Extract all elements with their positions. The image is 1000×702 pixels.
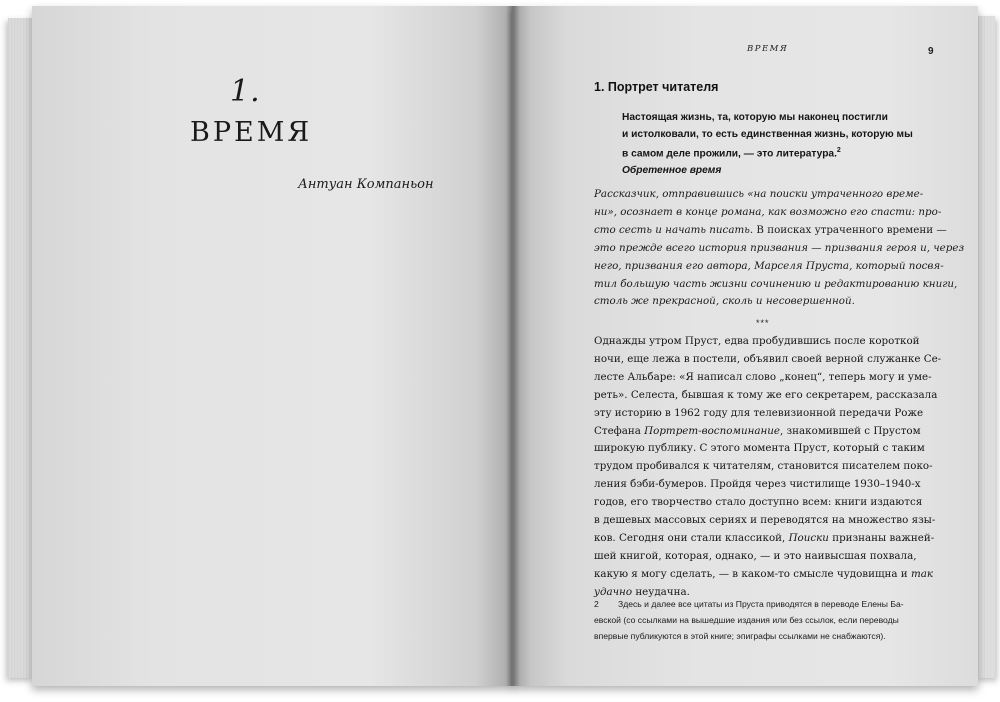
- body-line-part: признаны важней-: [832, 531, 935, 544]
- lead-book-title: В поисках утраченного времени —: [756, 223, 947, 236]
- body-line-part: неудачна.: [635, 585, 690, 598]
- epigraph: [622, 110, 942, 179]
- footnote-line: евской (со ссылками на вышедшие издания или без ссылок, если переводы: [594, 615, 899, 625]
- body-line: ночи, еще лежа в постели, объявил своей верной служанке Се-: [594, 352, 942, 365]
- left-page: [32, 6, 514, 686]
- body-line: [594, 566, 944, 584]
- epigraph-line: [622, 143, 942, 163]
- page-stack-right: [975, 16, 995, 678]
- body-line: лесте Альбаре: «Я написал слово „конец“, теперь могу и уме-: [594, 370, 932, 383]
- body-italic-title: Поиски: [788, 531, 829, 544]
- epigraph-line: и истолковали, то есть единственная жизнь, которую мы: [622, 128, 913, 140]
- body-line: Однажды утром Пруст, едва пробудившись после короткой: [594, 335, 920, 347]
- page-number: 9: [928, 46, 934, 57]
- body-italic-title: Портрет-воспоминание: [644, 424, 781, 437]
- footnote-text: Здесь и далее все цитаты из Пруста приводятся в переводе Елены Ба-: [618, 599, 904, 609]
- lead-line: это прежде всего история призвания — призвания героя и, через: [594, 241, 965, 254]
- body-line: шей книгой, которая, однако, — и это наивысшая похвала,: [594, 549, 917, 562]
- body-line: [594, 423, 944, 441]
- body-line: [594, 530, 944, 548]
- book-gutter: [506, 6, 520, 686]
- footnote-mark: 2: [836, 147, 841, 154]
- epigraph-line: Настоящая жизнь, та, которую мы наконец постигли: [622, 112, 888, 123]
- body-line: эту историю в 1962 году для телевизионной передачи Роже: [594, 406, 924, 419]
- page-stack-left: [8, 18, 34, 678]
- chapter-number: 1.: [230, 74, 261, 109]
- lead-line: Рассказчик, отправившись «на поиски утраченного време-: [594, 188, 924, 200]
- footnote-line: [594, 596, 944, 612]
- lead-paragraph: [594, 186, 965, 311]
- chapter-author: Антуан Компаньон: [298, 177, 434, 192]
- body-italic-word: так: [910, 567, 934, 580]
- lead-line: тил большую часть жизни сочинению и редактированию книги,: [594, 277, 958, 290]
- body-line: реть». Селеста, бывшая к тому же его секретарем, рассказала: [594, 388, 938, 401]
- lead-line: него, призвания его автора, Марселя Пруста, который посвя-: [594, 259, 944, 272]
- lead-line: ни», осознает в конце романа, как возможно его спасти: про-: [594, 205, 942, 218]
- body-line: трудом пробивался к читателям, становится писателем поко-: [594, 460, 933, 473]
- body-paragraph: [594, 333, 944, 602]
- section-separator: ***: [756, 318, 770, 328]
- lead-line: столь же прекрасной, сколь и несовершенной.: [594, 295, 855, 308]
- epigraph-line-text: в самом деле прожили, — это литература.: [622, 148, 837, 160]
- section-title: 1. Портрет читателя: [594, 80, 719, 94]
- body-line-part: ков. Сегодня они стали классикой,: [594, 531, 786, 544]
- epigraph-source: Обретенное время: [622, 164, 722, 176]
- footnote: [594, 596, 944, 644]
- body-line-part: Стефана: [594, 424, 641, 437]
- body-line-part: какую я могу сделать, — в каком-то смысле чудовищна и: [594, 567, 908, 580]
- body-line: годов, его творчество стало доступно всем: книги издаются: [594, 496, 923, 509]
- running-head: ВРЕМЯ: [747, 44, 789, 54]
- lead-line: [594, 222, 947, 240]
- body-line: в дешевых массовых сериях и переводятся на множество язы-: [594, 514, 936, 527]
- footnote-line: впервые публикуются в этой книге; эпиграфы ссылками не снабжаются).: [594, 631, 886, 641]
- body-line-part: , знакомившей с Прустом: [780, 424, 921, 437]
- footnote-number: 2: [594, 599, 599, 609]
- body-italic-word: удачно: [594, 585, 633, 598]
- body-line: ления бэби-бумеров. Пройдя через чистилище 1930–1940-х: [594, 478, 921, 491]
- body-line: широкую публику. С этого момента Пруст, который с таким: [594, 442, 925, 455]
- lead-line-part: сто сесть и начать писать.: [594, 223, 754, 236]
- chapter-title: ВРЕМЯ: [190, 117, 313, 148]
